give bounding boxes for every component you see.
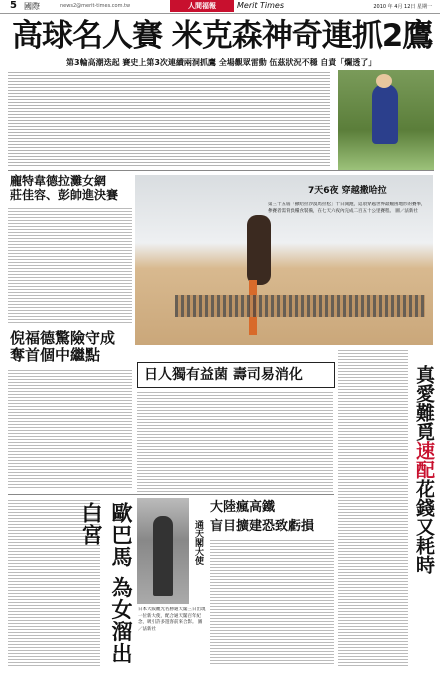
tennis-headline (10, 175, 135, 203)
love-headline-part2: 花錢又耗時 (413, 479, 435, 574)
ni-headline-line1: 倪福德驚險守成 (10, 329, 116, 347)
section-name: 國際 (24, 2, 40, 11)
golf-photo (338, 70, 434, 170)
japan-story-body (137, 392, 333, 492)
main-headline: 高球名人賽 米克森神奇連抓2鷹 (12, 18, 433, 54)
ambassador-figure (153, 516, 173, 596)
china-headline (210, 498, 334, 536)
ni-headline-line2: 奪首個中繼點 (10, 346, 101, 365)
ni-headline (10, 330, 135, 365)
china-headline-line1: 大陸瘋高鐵 (210, 500, 276, 515)
golf-story-body (8, 72, 330, 167)
crowd (175, 295, 425, 317)
lower-divider (8, 494, 334, 495)
ambassador-caption: 日本大阪觀光名勝通天閣三日出現一位新大使，配合通天閣百年紀念，吸引許多遊客前來合影。 圖／法新社 (138, 607, 206, 632)
section-divider (8, 170, 434, 171)
masthead-logo-en: Merit Times (237, 1, 285, 10)
ni-story-body (8, 370, 132, 488)
japan-headline: 日人獨有益菌 壽司易消化 (144, 367, 303, 383)
page-header (0, 0, 440, 14)
masthead-logo: 人間福報 (170, 0, 234, 12)
issue-date: 2010 年 4月 12日 星期一 (373, 4, 432, 10)
love-headline-part1: 真愛難覓 (413, 365, 435, 441)
page-number: 5 (10, 0, 17, 11)
tennis-headline-line2: 莊佳容、彭帥進決賽 (10, 187, 119, 202)
obama-headline: 歐巴馬 為女溜出白宮 (79, 502, 133, 665)
tennis-headline-line1: 龐特韋德拉灘女網 (10, 174, 107, 188)
love-story-body (338, 350, 408, 666)
china-headline-line2: 盲目擴建恐致虧損 (210, 519, 315, 534)
ambassador-label: 通天閣大使 (193, 520, 203, 565)
desert-caption: 第三十五屆「撒哈拉沙漠馬拉松」十日開跑，這項穿越世界最艱困地形的賽事，參賽者需背負糧食裝備，在七天六夜內完成二百五十公里賽程。 圖／法新社 (268, 202, 426, 214)
love-headline (410, 365, 436, 665)
section-email: news2@merit-times.com.tw (60, 3, 131, 9)
china-story-body (210, 540, 334, 666)
desert-headline: 7天6夜 穿越撒哈拉 (308, 186, 387, 196)
desert-photo (135, 175, 433, 345)
main-subhead: 第3輪高潮迭起 賽史上第3次連續兩洞抓鷹 全場觀眾雷動 伍茲狀況不穩 自責「爛透了」 (66, 58, 377, 67)
love-headline-red: 速配 (413, 441, 435, 479)
tennis-story-body (8, 208, 132, 323)
ambassador-photo (137, 498, 189, 604)
golfer-head (376, 74, 392, 88)
golfer-figure (372, 84, 398, 144)
